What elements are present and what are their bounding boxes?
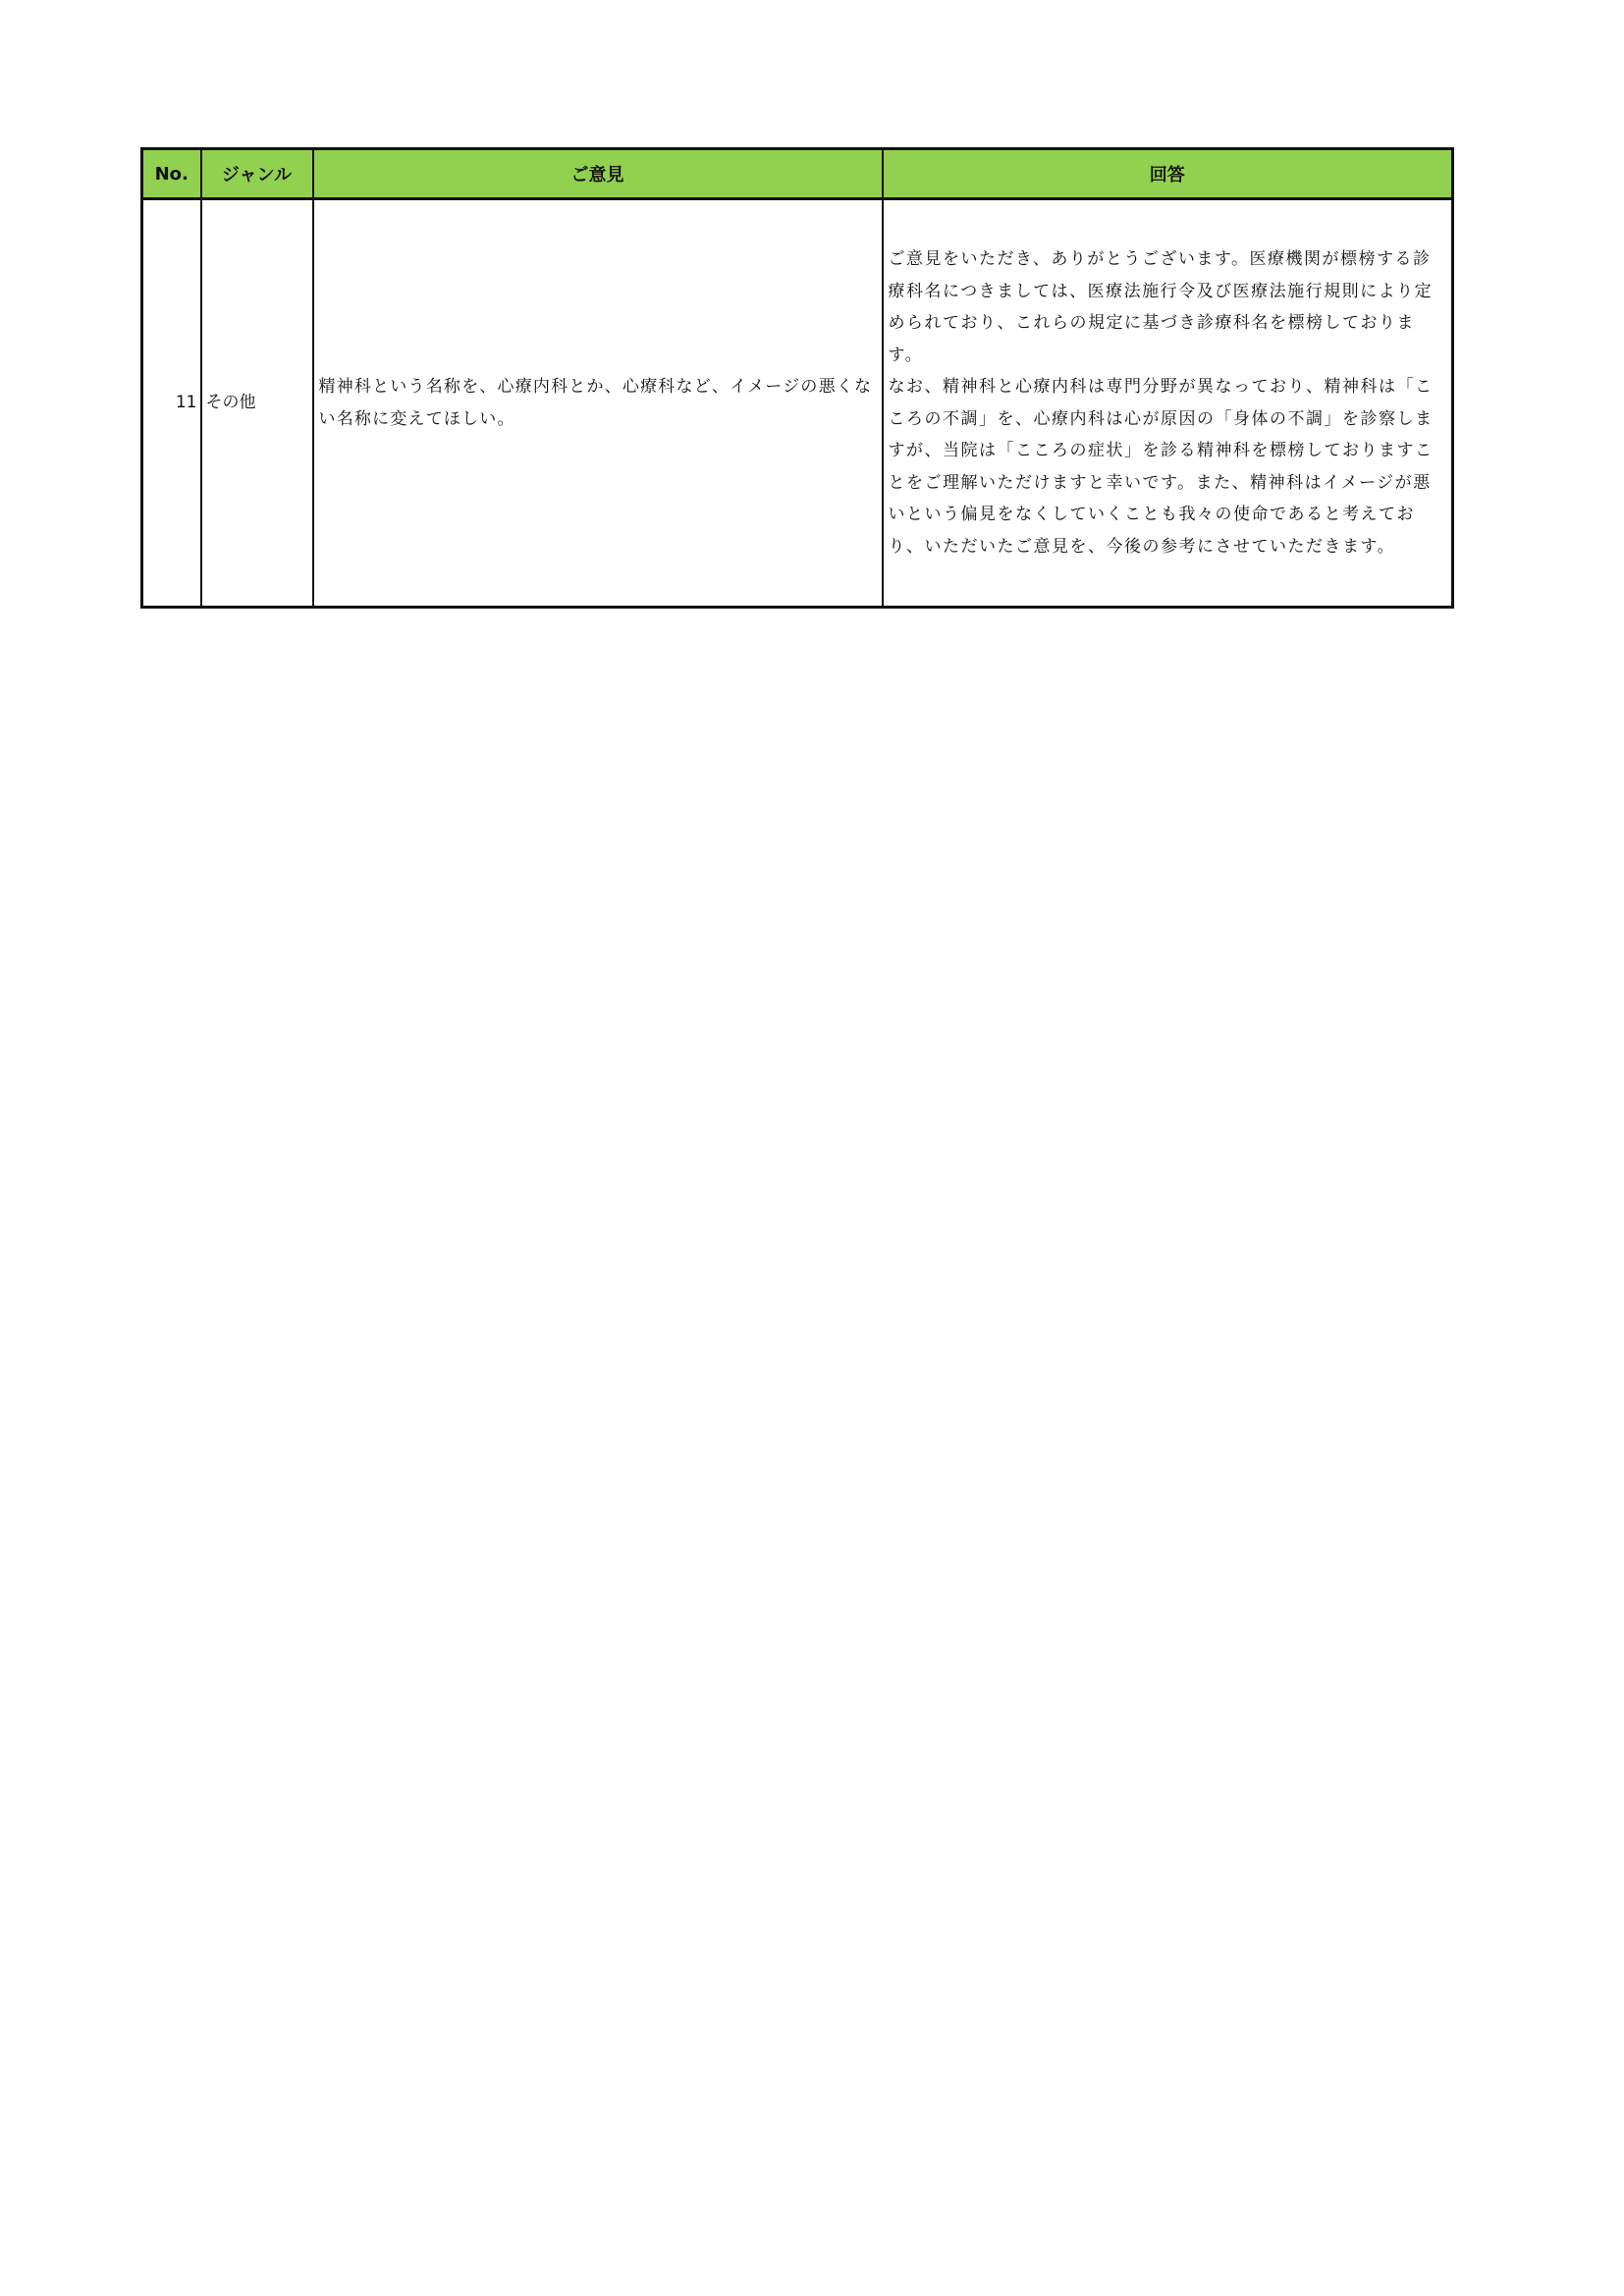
opinion-text: 精神科という名称を、心療内科とか、心療科など、イメージの悪くない名称に変えてほしい。 bbox=[318, 377, 873, 429]
header-opinion: ご意見 bbox=[313, 149, 883, 199]
header-no: No. bbox=[142, 149, 201, 199]
cell-opinion bbox=[313, 199, 883, 608]
table-header bbox=[142, 149, 1453, 199]
cell-no: 11 bbox=[142, 199, 201, 608]
table-row bbox=[142, 199, 1453, 608]
cell-answer bbox=[883, 199, 1453, 608]
opinion-table bbox=[140, 147, 1454, 609]
answer-text: ご意見をいただき、ありがとうございます。医療機関が標榜する診療科名につきましては、医療法施行令及び医療法施行規則により定められており、これらの規定に基づき診療科名を標榜しております。 なお、精神科と心療内科は専門分野が異なっており、精神科は「こころの不調」を、心療内科は心が原因の「身体の不調」を診察しますが、当院は「こころの症状」を診る精神科を標榜しておりますことをご理解いただけますと幸いです。また、精神科はイメージが悪いという偏見をなくしていくことも我々の使命であると考えており、いただいたご意見を、今後の参考にさせていただきます。 bbox=[888, 249, 1434, 557]
header-genre: ジャンル bbox=[201, 149, 313, 199]
cell-genre: その他 bbox=[201, 199, 313, 608]
table-body bbox=[142, 199, 1453, 608]
header-answer: 回答 bbox=[883, 149, 1453, 199]
header-row bbox=[142, 149, 1453, 199]
